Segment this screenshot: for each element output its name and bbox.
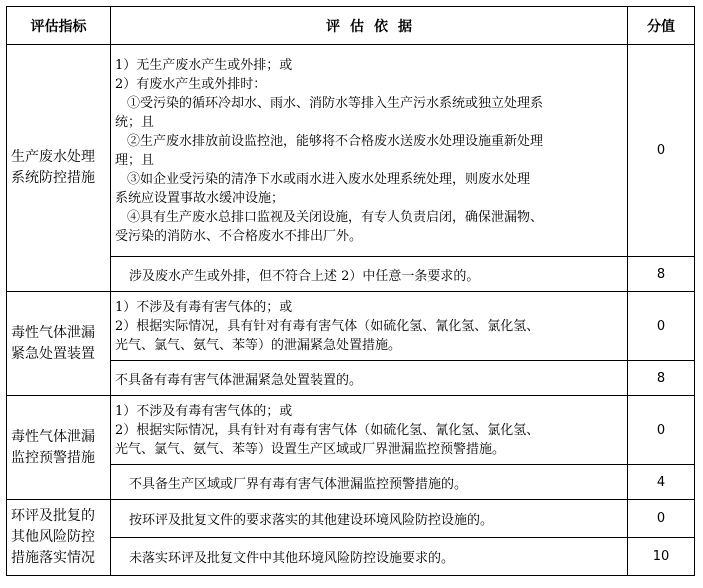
risk-assessment-table	[6, 6, 695, 576]
score-cell: 4	[628, 465, 695, 500]
header-indicator: 评估指标	[7, 7, 111, 45]
indicator-cell	[7, 396, 111, 500]
indicator-line: 毒性气体泄漏	[11, 428, 95, 445]
indicator-cell	[7, 500, 111, 576]
table-row	[7, 292, 695, 361]
score-cell: 0	[628, 45, 695, 257]
basis-cell	[111, 45, 628, 257]
indicator-line: 生产废水处理	[11, 149, 95, 165]
basis-line: 1）不涉及有毒有害气体的；或	[115, 403, 293, 419]
indicator-cell	[7, 292, 111, 396]
basis-line: 理；且	[115, 152, 155, 168]
basis-cell: 涉及废水产生或外排，但不符合上述 2）中任意一条要求的。	[111, 257, 628, 292]
basis-line: 光气、氯气、氨气、苯等）设置生产区域或厂界泄漏监控预警措施。	[115, 441, 506, 457]
basis-line: ①受污染的循环冷却水、雨水、消防水等排入生产污水系统或独立处理系	[127, 95, 544, 111]
indicator-line: 紧急处置装置	[11, 345, 95, 362]
basis-cell	[111, 396, 628, 465]
indicator-line: 系统防控措施	[11, 170, 95, 186]
basis-line: 1）不涉及有毒有害气体的；或	[115, 299, 293, 315]
indicator-line: 监控预警措施	[11, 449, 95, 466]
basis-cell	[111, 292, 628, 361]
basis-cell: 未落实环评及批复文件中其他环境风险防控设施要求的。	[111, 538, 628, 576]
basis-line: 2）有废水产生或外排时：	[115, 76, 267, 92]
score-cell: 0	[628, 292, 695, 361]
table-row	[7, 257, 695, 292]
score-cell: 0	[628, 500, 695, 538]
table-row	[7, 45, 695, 257]
table-row	[7, 396, 695, 465]
basis-line: 光气、氯气、氨气、苯等）的泄漏紧急处置措施。	[115, 337, 402, 353]
score-cell: 8	[628, 257, 695, 292]
indicator-line: 措施落实情况	[11, 550, 95, 566]
header-basis: 评估依据	[111, 7, 628, 45]
indicator-line: 其他风险防控	[11, 529, 95, 545]
table-row	[7, 538, 695, 576]
basis-line: 统；且	[115, 114, 155, 130]
indicator-line: 环评及批复的	[11, 508, 95, 524]
header-score: 分值	[628, 7, 695, 45]
basis-cell: 不具备有毒有害气体泄漏紧急处置装置的。	[111, 361, 628, 396]
basis-line: 受污染的消防水、不合格废水不排出厂外。	[115, 228, 363, 244]
score-cell: 8	[628, 361, 695, 396]
basis-line: 1）无生产废水产生或外排；或	[115, 57, 293, 73]
basis-line: 系统应设置事故水缓冲设施；	[115, 190, 285, 206]
basis-line: ③如企业受污染的清净下水或雨水进入废水处理系统处理，则废水处理	[127, 171, 531, 187]
score-cell: 0	[628, 396, 695, 465]
basis-line: ②生产废水排放前设监控池，能够将不合格废水送废水处理设施重新处理	[127, 133, 544, 149]
header-row	[7, 7, 695, 45]
table-row	[7, 361, 695, 396]
basis-cell: 不具备生产区域或厂界有毒有害气体泄漏监控预警措施的。	[111, 465, 628, 500]
table-row	[7, 500, 695, 538]
score-cell: 10	[628, 538, 695, 576]
table-row	[7, 465, 695, 500]
basis-line: 2）根据实际情况，具有针对有毒有害气体（如硫化氢、氰化氢、氯化氢、	[115, 318, 540, 334]
indicator-line: 毒性气体泄漏	[11, 324, 95, 341]
basis-line: 2）根据实际情况，具有针对有毒有害气体（如硫化氢、氰化氢、氯化氢、	[115, 422, 540, 438]
basis-cell: 按环评及批复文件的要求落实的其他建设环境风险防控设施的。	[111, 500, 628, 538]
basis-line: ④具有生产废水总排口监视及关闭设施，有专人负责启闭，确保泄漏物、	[127, 209, 544, 225]
indicator-cell	[7, 45, 111, 292]
